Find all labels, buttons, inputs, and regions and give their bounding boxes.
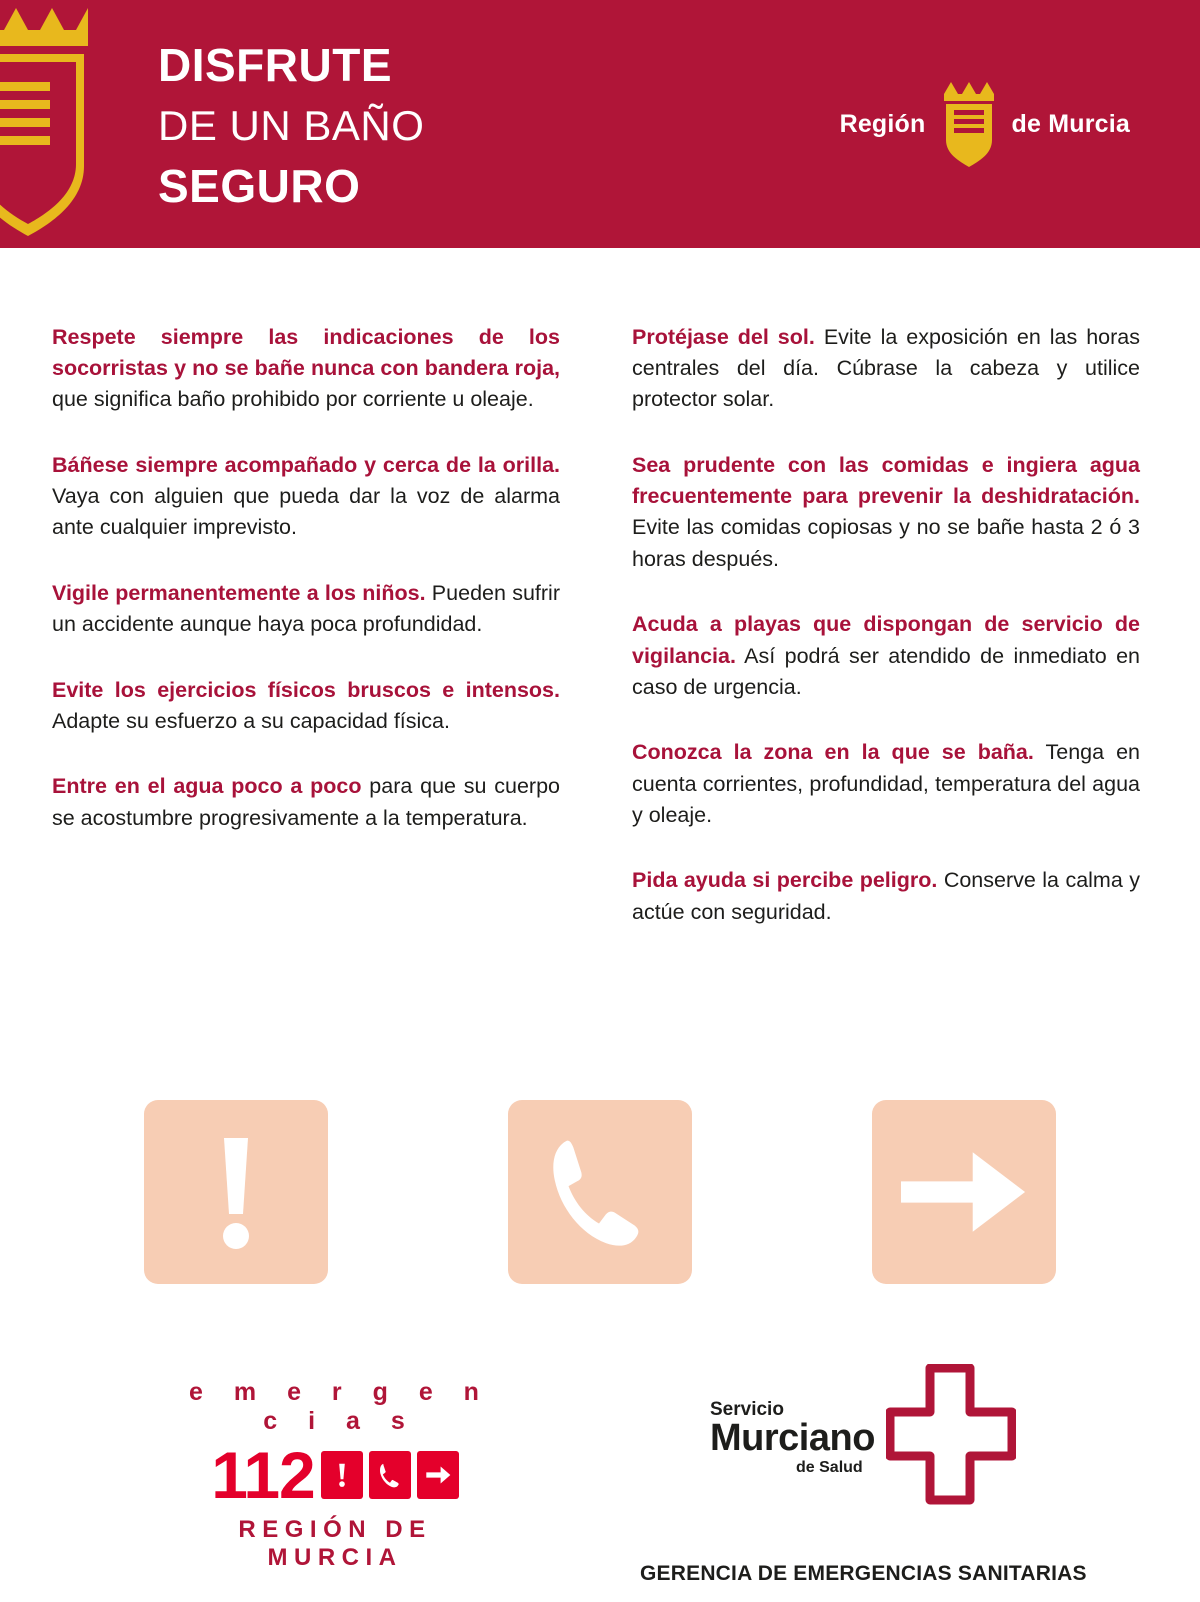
advice-item — [52, 322, 560, 416]
advice-strong: Sea prudente con las comidas e ingiera agua frecuentemente para prevenir la deshidratación. — [632, 452, 1140, 508]
brand-label-left: Región — [839, 109, 926, 138]
advice-rest: Vaya con alguien que pueda dar la voz de alarma ante cualquier imprevisto. — [52, 484, 560, 540]
advice-strong: Entre en el agua poco a poco — [52, 774, 362, 799]
servicio-murciano-de-salud-logo — [700, 1362, 1120, 1512]
advice-strong: Conozca la zona en la que se baña. — [632, 740, 1034, 765]
advice-rest: Conserve la calma y actúe con seguridad. — [632, 868, 1140, 924]
logo-112 — [170, 1378, 500, 1572]
advice-rest: que significa baño prohibido por corriente u oleaje. — [52, 387, 534, 412]
emergency-icon-row — [0, 1100, 1200, 1284]
phone-tile — [508, 1100, 692, 1284]
mini-phone-icon — [369, 1451, 411, 1499]
advice-rest: Pueden sufrir un accidente aunque haya poca profundidad. — [52, 580, 560, 637]
advice-strong: Báñese siempre acompañado y cerca de la orilla. — [52, 452, 560, 477]
gerencia-label: GERENCIA DE EMERGENCIAS SANITARIAS — [640, 1562, 1087, 1585]
sms-line-1: Servicio — [710, 1399, 784, 1420]
sms-line-3: de Salud — [796, 1458, 863, 1476]
advice-item — [52, 578, 560, 641]
sms-line-2: Murciano — [710, 1417, 875, 1459]
poster-title-line-2: DE UN BAÑO — [158, 102, 425, 150]
advice-rest: Tenga en cuenta corrientes, profundidad, temperatura del agua y oleaje. — [632, 740, 1140, 827]
emergencias-word: e m e r g e n c i a s — [189, 1378, 491, 1435]
112-number: 112 — [211, 1438, 315, 1512]
advice-strong: Protéjase del sol. — [632, 324, 815, 349]
advice-item — [632, 737, 1140, 831]
advice-rest: Evite las comidas copiosas y no se bañe hasta 2 ó 3 horas después. — [632, 515, 1140, 571]
exclamation-tile — [144, 1100, 328, 1284]
brand-label-right: de Murcia — [1011, 109, 1130, 138]
advice-item — [52, 771, 560, 834]
advice-rest: para que su cuerpo se acostumbre progresivamente a la temperatura. — [52, 774, 561, 830]
sms-wordmark — [710, 1400, 875, 1476]
phone-icon — [541, 1133, 659, 1251]
advice-strong: Vigile permanentemente a los niños. — [52, 580, 426, 605]
112-number-row — [170, 1438, 500, 1512]
advice-item — [52, 675, 560, 738]
advice-strong: Respete siempre las indicaciones de los socorristas y no se bañe nunca con bandera roja, — [52, 324, 560, 380]
advice-strong: Pida ayuda si percibe peligro. — [632, 868, 938, 893]
advice-column-right — [632, 300, 1140, 928]
health-cross-icon — [886, 1364, 1016, 1519]
region-de-murcia-logo — [840, 80, 1130, 168]
poster-footer — [0, 1342, 1200, 1602]
poster-title-line-3: SEGURO — [158, 160, 361, 213]
exclamation-icon — [206, 1132, 266, 1252]
advice-rest: Así podrá ser atendido de inmediato en caso de urgencia. — [632, 643, 1140, 699]
advice-item — [632, 322, 1140, 416]
advice-strong: Evite los ejercicios físicos bruscos e intensos. — [52, 677, 560, 702]
advice-item — [632, 865, 1140, 928]
advice-item — [632, 609, 1140, 703]
advice-rest: Adapte su esfuerzo a su capacidad física. — [52, 708, 450, 733]
advice-strong: Acuda a playas que dispongan de servicio de vigilancia. — [632, 612, 1140, 668]
advice-rest: Evite la exposición en las horas centrales del día. Cúbrase la cabeza y utilice protector solar. — [632, 324, 1140, 412]
poster-title-line-1: DISFRUTE — [158, 39, 392, 91]
poster-header — [0, 0, 1200, 248]
mini-exclamation-icon — [321, 1451, 363, 1499]
advice-column-left — [52, 300, 560, 928]
arrow-right-icon — [901, 1147, 1027, 1237]
advice-item — [632, 450, 1140, 576]
advice-columns — [0, 300, 1200, 928]
mini-arrow-right-icon — [417, 1451, 459, 1499]
advice-item — [52, 450, 560, 544]
murcia-shield-icon — [940, 80, 998, 168]
poster-title — [158, 34, 424, 219]
region-de-murcia-line: REGIÓN DE MURCIA — [238, 1516, 432, 1571]
arrow-tile — [872, 1100, 1056, 1284]
murcia-crest-background-icon — [0, 8, 108, 248]
